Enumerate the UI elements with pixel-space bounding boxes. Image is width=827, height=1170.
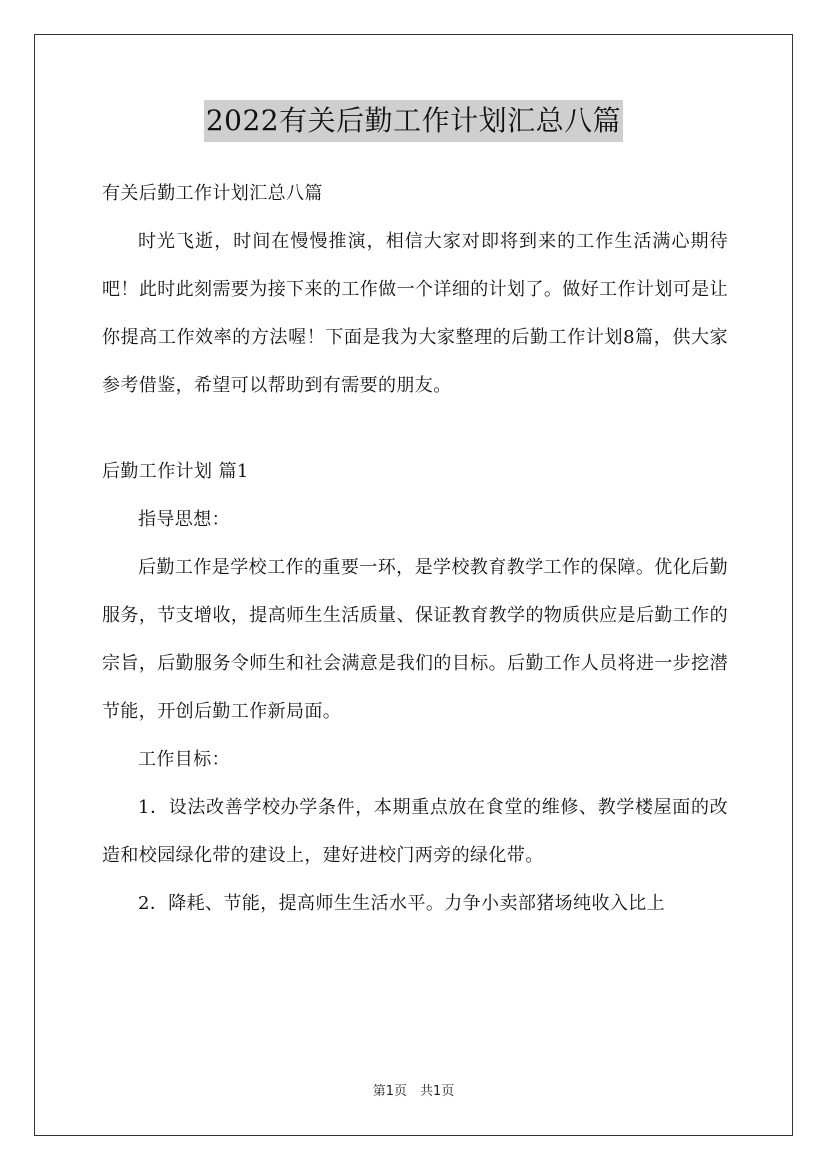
section-heading: 后勤工作计划 篇1 [102,461,249,482]
document-title: 2022有关后勤工作计划汇总八篇 [204,100,623,142]
document-subtitle: 有关后勤工作计划汇总八篇 [102,183,323,204]
document-body [102,170,728,928]
goal-item-2: 2．降耗、节能，提高师生生活水平。力争小卖部猪场纯收入比上 [138,893,666,914]
intro-paragraph: 时光飞逝，时间在慢慢推演，相信大家对即将到来的工作生活满心期待吧！此时此刻需要为接下来的工作做一个详细的计划了。做好工作计划可是让你提高工作效率的方法喔！下面是我为大家整理的后勤工作计划8篇，供大家参考借鉴，希望可以帮助到有需要的朋友。 [102,231,728,396]
section-spacer [102,410,728,448]
goals-label: 工作目标： [138,749,230,770]
title-container [0,100,827,142]
guiding-label: 指导思想： [138,509,230,530]
goal-item-1: 1．设法改善学校办学条件，本期重点放在食堂的维修、教学楼屋面的改造和校园绿化带的建设上，建好进校门两旁的绿化带。 [102,797,728,866]
guiding-paragraph: 后勤工作是学校工作的重要一环，是学校教育教学工作的保障。优化后勤服务，节支增收，提高师生生活质量、保证教育教学的物质供应是后勤工作的宗旨，后勤服务令师生和社会满意是我们的目标。后勤工作人员将进一步挖潜节能，开创后勤工作新局面。 [102,557,728,722]
page-footer: 第1页 共1页 [372,1084,455,1099]
